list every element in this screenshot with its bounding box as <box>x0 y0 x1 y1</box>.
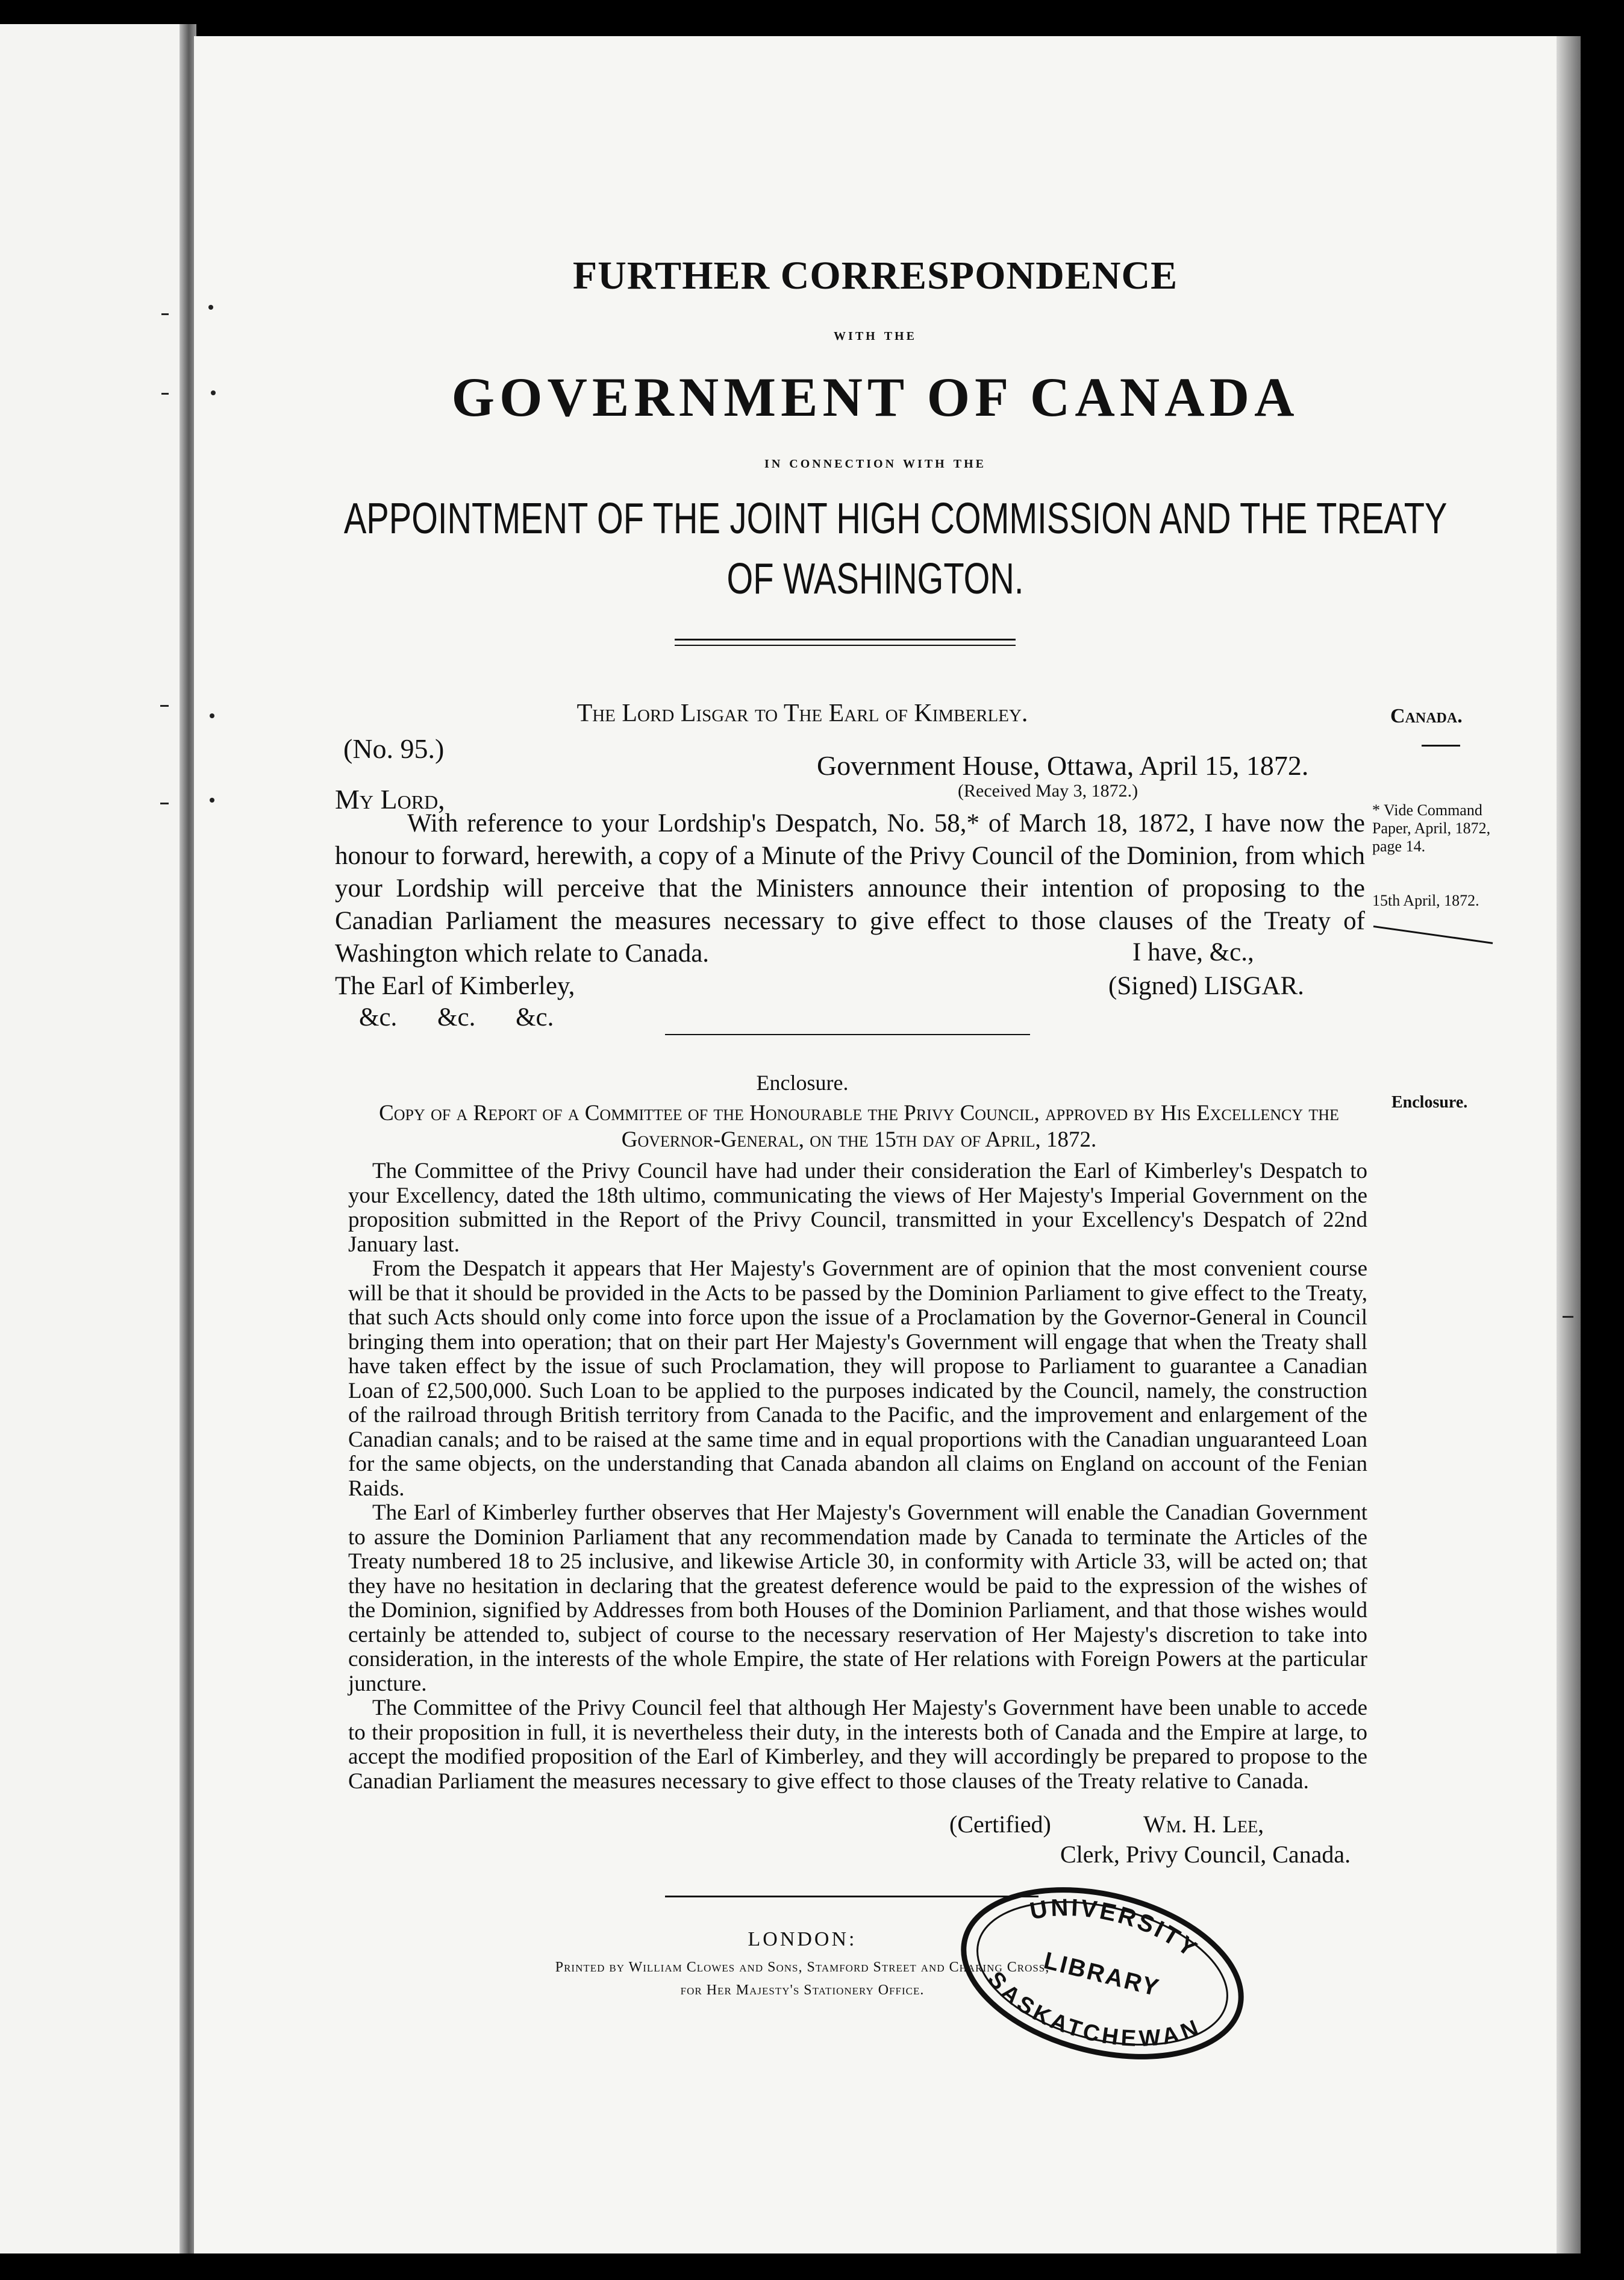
scan-speck <box>161 393 169 395</box>
scan-speck <box>1563 1316 1573 1318</box>
section-rule <box>665 1034 1030 1035</box>
certification: (Certified) <box>949 1811 1051 1838</box>
margin-rule <box>1422 745 1460 747</box>
letter-place-date: Government House, Ottawa, April 15, 1872. <box>817 750 1309 781</box>
clerk-name: Wm. H. Lee, <box>1143 1811 1264 1838</box>
scan-speck <box>161 313 169 315</box>
scan-speck <box>160 803 169 804</box>
right-page-edge <box>1557 36 1581 2253</box>
clerk-title: Clerk, Privy Council, Canada. <box>1060 1841 1351 1868</box>
imprint-city: LONDON: <box>748 1928 857 1950</box>
margin-note-date: 15th April, 1872. <box>1372 892 1479 909</box>
imprint-printer: Printed by William Clowes and Sons, Stamford Street and Charing Cross, <box>555 1959 1050 1975</box>
letter-received-date: (Received May 3, 1872.) <box>958 781 1138 801</box>
title-subject-line-1: APPOINTMENT OF THE JOINT HIGH COMMISSION AND THE TREATY <box>343 495 1448 543</box>
report-paragraph: The Committee of the Privy Council feel that although Her Majesty's Government have been unable to accede to their proposition in full, it is nevertheless their duty, in the interests both of Canada and the Empire at large, to accept the modified proposition of the Earl of Kimberley, and they will accordingly be prepared to propose to the Canadian Parliament the measures necessary to give effect to those clauses of the Treaty relative to Canada. <box>348 1696 1367 1794</box>
letter-addressee: The Earl of Kimberley, <box>335 972 575 1000</box>
stamp-bottom-text: SASKATCHEWAN <box>982 1967 1204 2052</box>
letter-number: (No. 95.) <box>343 733 445 764</box>
title-connector-2: in connection with the <box>764 453 986 472</box>
title-rule <box>675 645 1016 646</box>
scan-speck <box>208 305 213 310</box>
left-page-edge <box>0 24 181 2253</box>
title-rule <box>675 639 1016 640</box>
report-paragraph: From the Despatch it appears that Her Majesty's Government are of opinion that the most convenient course will be that it should be provided in the Acts to be passed by the Dominion Parliament to give effect to the Treaty, that such Acts should only come into force upon the issue of a Proclamation by the Governor-General in Council bringing them into operation; that on their part Her Majesty's Government will engage that when the Treaty shall have taken effect by the issue of such Proclamation, they will propose to Parliament to guarantee a Canadian Loan of £2,500,000. Such Loan to be applied to the purposes indicated by the Council, namely, the construction of the railroad through British territory from Canada to the Pacific, and the improvement and enlargement of the Canadian canals; and to be raised at the same time and in equal proportions with the Canadian unguaranteed Loan for the same objects, on the understanding that Canada abandon all claims on England on account of the Fenian Raids. <box>348 1256 1367 1501</box>
title-government: GOVERNMENT OF CANADA <box>451 366 1299 428</box>
scan-speck <box>210 798 214 803</box>
title-subject-line-2: OF WASHINGTON. <box>726 555 1024 603</box>
report-paragraph: The Earl of Kimberley further observes that Her Majesty's Government will enable the Canadian Government to assure the Dominion Parliament that any recommendation made by Canada to terminate the Articles of the Treaty numbered 18 to 25 inclusive, and likewise Article 30, in conformity with Article 33, will be acted on; that they have no hesitation in declaring that the greatest deference would be paid to the expression of the wishes of the Dominion, signified by Addresses from both Houses of the Dominion Parliament, and that those wishes would certainly be attended to, subject of course to the necessary reservation of Her Majesty's discretion to take into consideration, in the interests of the whole Empire, the state of Her relations with Foreign Powers at the particular juncture. <box>348 1500 1367 1696</box>
margin-label-enclosure: Enclosure. <box>1391 1093 1468 1112</box>
letter-closing: I have, &c., <box>1132 938 1254 966</box>
stamp-middle-text: LIBRARY <box>1041 1947 1163 2002</box>
letter-salutation: My Lord, <box>335 784 445 815</box>
imprint-stationery-office: for Her Majesty's Stationery Office. <box>680 1982 925 1998</box>
enclosure-heading: Enclosure. <box>756 1071 849 1095</box>
margin-note-footnote: * Vide Command Paper, April, 1872, page 14. <box>1372 801 1491 855</box>
margin-label-canada: Canada. <box>1390 705 1463 727</box>
document-title: FURTHER CORRESPONDENCE <box>572 254 1178 298</box>
report-body <box>348 1159 1367 1794</box>
stamp-top-text: UNIVERSITY <box>1028 1894 1204 1964</box>
library-stamp <box>946 1874 1259 2073</box>
letter-etc: &c. &c. &c. <box>359 1003 554 1032</box>
scan-speck <box>160 705 169 707</box>
report-paragraph: The Committee of the Privy Council have had under their consideration the Earl of Kimberley's Despatch to your Excellency, dated the 18th ultimo, communicating the views of Her Majesty's Imperial Government on the proposition submitted in the Report of the Privy Council, transmitted in your Excellency's Despatch of 22nd January last. <box>348 1159 1367 1257</box>
letter-signature: (Signed) LISGAR. <box>1108 972 1304 1000</box>
letter-body: With reference to your Lordship's Despatch, No. 58,* of March 18, 1872, I have now the honour to forward, herewith, a copy of a Minute of the Privy Council of the Dominion, from which your Lordship will perceive that the Ministers announce their intention of proposing to the Canadian Parliament the measures necessary to give effect to those clauses of the Treaty of Washington which relate to Canada. <box>335 809 1365 968</box>
title-connector: with the <box>834 325 917 344</box>
report-title: Copy of a Report of a Committee of the Honourable the Privy Council, approved by His Excellency the Governor-General, on the 15th day of April, 1872. <box>379 1101 1339 1152</box>
letter-heading: The Lord Lisgar to The Earl of Kimberley. <box>576 700 1028 727</box>
